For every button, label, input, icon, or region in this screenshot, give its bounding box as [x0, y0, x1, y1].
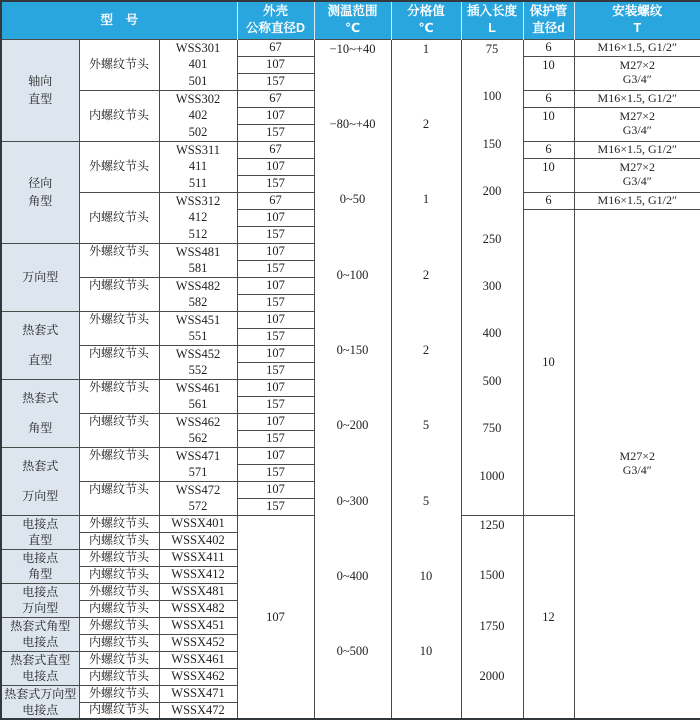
thread-cell [574, 158, 700, 192]
header-insert-length: 插入长度 L [461, 1, 523, 39]
shell-diameter-cell: 67 [237, 39, 314, 56]
type-cell [1, 685, 79, 719]
tube-diameter-cell [523, 56, 574, 90]
shell-diameter-cell: 107 [237, 379, 314, 396]
division-cell-value: 2 [422, 267, 430, 282]
joint-cell: 内螺纹节头 [79, 192, 159, 243]
insert-length-cell-value: 300 [482, 279, 502, 294]
type-cell-text: 热套式直型 电接点 [10, 653, 71, 683]
thread-cell-text: M27×2 G3/4″ [619, 448, 655, 477]
temp-range-cell-value: −10~+40 [329, 41, 376, 56]
model-cell: WSS451 [159, 311, 237, 328]
division-cell-value: 10 [419, 644, 433, 659]
thread-cell: M16×1.5, G1/2″ [574, 192, 700, 209]
joint-cell-text: 内螺纹节头 [88, 413, 149, 428]
model-cell: 512 [159, 226, 237, 243]
joint-cell [79, 277, 159, 311]
shell-diameter-cell: 107 [237, 56, 314, 73]
joint-cell [79, 447, 159, 481]
thread-cell-text: M27×2 G3/4″ [619, 160, 655, 188]
thread-cell [574, 209, 700, 719]
header-tube-diameter: 保护管 直径d [523, 1, 574, 39]
temp-range-cell-value: 0~150 [336, 343, 369, 358]
type-cell [1, 447, 79, 515]
model-cell: WSSX482 [159, 600, 237, 617]
joint-cell-text: 外螺纹节头 [88, 379, 149, 394]
insert-length-cell-value: 500 [482, 373, 502, 388]
insert-length-cell-value: 250 [482, 231, 502, 246]
thread-cell: M16×1.5, G1/2″ [574, 39, 700, 56]
shell-diameter-cell: 157 [237, 396, 314, 413]
type-cell [1, 39, 79, 141]
joint-cell [79, 311, 159, 345]
joint-cell-text: 外螺纹节头 [88, 243, 149, 258]
shell-diameter-cell: 157 [237, 226, 314, 243]
insert-length-cell-value: 200 [482, 184, 502, 199]
shell-diameter-cell: 107 [237, 243, 314, 260]
joint-cell [79, 413, 159, 447]
table-row [1, 39, 700, 56]
shell-diameter-cell: 107 [237, 277, 314, 294]
division-cell-value: 2 [422, 117, 430, 132]
tube-diameter-cell: 10 [523, 209, 574, 515]
tube-diameter-cell-text: 10 [542, 57, 555, 72]
thread-cell-text: M27×2 G3/4″ [619, 58, 655, 86]
joint-cell-text: 内螺纹节头 [88, 481, 149, 496]
division-cell-value: 1 [422, 41, 430, 56]
shell-diameter-cell: 157 [237, 73, 314, 90]
insert-length-cell-value: 400 [482, 326, 502, 341]
shell-diameter-cell: 107 [237, 345, 314, 362]
model-cell: WSS302 [159, 90, 237, 107]
type-cell-text: 电接点 万向型 [22, 585, 59, 615]
shell-diameter-cell: 107 [237, 158, 314, 175]
division-cell-value: 5 [422, 493, 430, 508]
joint-cell: 外螺纹节头 [79, 651, 159, 668]
joint-cell: 内螺纹节头 [79, 634, 159, 651]
tube-diameter-cell [523, 107, 574, 141]
type-cell [1, 311, 79, 379]
thread-cell [574, 107, 700, 141]
model-cell: 571 [159, 464, 237, 481]
joint-cell-text: 外螺纹节头 [88, 447, 149, 462]
temp-range-cell-stack [315, 40, 391, 718]
model-cell: WSSX481 [159, 583, 237, 600]
insert-length-cell-value: 2000 [479, 669, 505, 684]
model-cell: WSSX451 [159, 617, 237, 634]
shell-diameter-cell: 107 [237, 515, 314, 719]
model-cell: WSSX471 [159, 685, 237, 702]
model-cell: WSSX452 [159, 634, 237, 651]
shell-diameter-cell: 67 [237, 141, 314, 158]
model-cell: 562 [159, 430, 237, 447]
joint-cell [79, 379, 159, 413]
model-cell: WSS481 [159, 243, 237, 260]
thread-cell: M16×1.5, G1/2″ [574, 141, 700, 158]
insert-length-cell-value: 1500 [479, 568, 505, 583]
shell-diameter-cell: 157 [237, 430, 314, 447]
header-shell-diameter: 外壳 公称直径D [237, 1, 314, 39]
model-cell: 402 [159, 107, 237, 124]
header-thread: 安装螺纹 T [574, 1, 700, 39]
shell-diameter-cell: 107 [237, 311, 314, 328]
model-cell: 552 [159, 362, 237, 379]
model-cell: WSS311 [159, 141, 237, 158]
joint-cell [79, 243, 159, 277]
joint-cell: 内螺纹节头 [79, 566, 159, 583]
joint-cell: 外螺纹节头 [79, 549, 159, 566]
type-cell-text: 热套式万向型 电接点 [4, 686, 77, 717]
model-cell: WSS462 [159, 413, 237, 430]
joint-cell: 内螺纹节头 [79, 532, 159, 549]
joint-cell: 内螺纹节头 [79, 600, 159, 617]
shell-diameter-cell: 157 [237, 294, 314, 311]
model-cell: 412 [159, 209, 237, 226]
division-cell-value: 1 [422, 192, 430, 207]
model-cell: WSS472 [159, 481, 237, 498]
type-cell: 万向型 [1, 243, 79, 311]
joint-cell: 外螺纹节头 [79, 141, 159, 192]
insert-length-cell [461, 39, 523, 515]
joint-cell: 外螺纹节头 [79, 515, 159, 532]
model-cell: WSS452 [159, 345, 237, 362]
insert-length-cell-stack [462, 516, 523, 718]
temp-range-cell-value: 0~500 [336, 644, 369, 659]
model-cell: WSS461 [159, 379, 237, 396]
model-cell: WSS312 [159, 192, 237, 209]
type-cell [1, 141, 79, 243]
joint-cell: 外螺纹节头 [79, 685, 159, 702]
thread-cell: M16×1.5, G1/2″ [574, 90, 700, 107]
joint-cell: 内螺纹节头 [79, 702, 159, 719]
shell-diameter-cell: 107 [237, 209, 314, 226]
type-cell-text: 电接点 角型 [22, 551, 59, 581]
type-cell [1, 617, 79, 651]
joint-cell: 内螺纹节头 [79, 90, 159, 141]
model-cell: 551 [159, 328, 237, 345]
division-cell-value: 2 [422, 343, 430, 358]
temp-range-cell-value: 0~300 [336, 493, 369, 508]
model-cell: 572 [159, 498, 237, 515]
type-cell-text: 热套式角型 电接点 [10, 619, 71, 649]
model-cell: 561 [159, 396, 237, 413]
type-cell-text: 轴向 直型 [28, 74, 53, 106]
shell-diameter-cell: 107 [237, 447, 314, 464]
header-row [1, 1, 700, 39]
shell-diameter-cell: 157 [237, 175, 314, 192]
model-cell: WSSX412 [159, 566, 237, 583]
temp-range-cell-value: 0~200 [336, 418, 369, 433]
header-temp-range: 测温范围 ℃ [314, 1, 391, 39]
thread-cell-text: M27×2 G3/4″ [619, 109, 655, 137]
tube-diameter-cell: 12 [523, 515, 574, 719]
tube-diameter-cell-text: 10 [542, 108, 555, 123]
type-cell [1, 651, 79, 685]
shell-diameter-cell: 67 [237, 192, 314, 209]
joint-cell: 外螺纹节头 [79, 39, 159, 90]
model-cell: 411 [159, 158, 237, 175]
model-cell: WSSX461 [159, 651, 237, 668]
tube-diameter-cell: 6 [523, 90, 574, 107]
model-cell: 501 [159, 73, 237, 90]
model-cell: 582 [159, 294, 237, 311]
model-cell: 581 [159, 260, 237, 277]
type-cell [1, 583, 79, 617]
joint-cell-text: 内螺纹节头 [88, 277, 149, 292]
temp-range-cell-value: −80~+40 [329, 117, 376, 132]
model-cell: 511 [159, 175, 237, 192]
insert-length-cell-value: 100 [482, 89, 502, 104]
shell-diameter-cell: 157 [237, 464, 314, 481]
insert-length-cell-value: 1000 [479, 468, 505, 483]
joint-cell [79, 481, 159, 515]
header-model: 型 号 [1, 1, 237, 39]
temp-range-cell-value: 0~400 [336, 569, 369, 584]
shell-diameter-cell: 157 [237, 124, 314, 141]
shell-diameter-cell: 67 [237, 90, 314, 107]
temp-range-cell-value: 0~100 [336, 267, 369, 282]
division-cell-stack [392, 40, 461, 718]
shell-diameter-cell: 157 [237, 328, 314, 345]
model-cell: WSSX472 [159, 702, 237, 719]
model-cell: WSSX462 [159, 668, 237, 685]
tube-diameter-cell [523, 158, 574, 192]
temp-range-cell [314, 39, 391, 719]
shell-diameter-cell: 157 [237, 260, 314, 277]
type-cell [1, 515, 79, 549]
insert-length-cell-value: 150 [482, 136, 502, 151]
model-cell: WSS301 [159, 39, 237, 56]
joint-cell: 外螺纹节头 [79, 583, 159, 600]
model-cell: WSS482 [159, 277, 237, 294]
joint-cell-text: 外螺纹节头 [88, 311, 149, 326]
joint-cell: 外螺纹节头 [79, 617, 159, 634]
shell-diameter-cell: 107 [237, 413, 314, 430]
insert-length-cell-value: 750 [482, 421, 502, 436]
temp-range-cell-value: 0~50 [339, 192, 366, 207]
header-division: 分格值 ℃ [391, 1, 461, 39]
model-cell: WSS471 [159, 447, 237, 464]
type-cell-text: 电接点 直型 [22, 517, 59, 547]
division-cell [391, 39, 461, 719]
tube-diameter-cell: 6 [523, 141, 574, 158]
type-cell-text: 热套式 直型 [22, 323, 59, 367]
type-cell-text: 径向 角型 [28, 176, 53, 208]
joint-cell-text: 内螺纹节头 [88, 345, 149, 360]
insert-length-cell-value: 75 [485, 42, 499, 56]
type-cell [1, 379, 79, 447]
thread-cell [574, 56, 700, 90]
shell-diameter-cell: 107 [237, 481, 314, 498]
division-cell-value: 10 [419, 569, 433, 584]
model-cell: 401 [159, 56, 237, 73]
shell-diameter-cell: 107 [237, 107, 314, 124]
table-body [1, 39, 700, 719]
division-cell-value: 5 [422, 418, 430, 433]
shell-diameter-cell: 157 [237, 498, 314, 515]
model-cell: WSSX411 [159, 549, 237, 566]
type-cell [1, 549, 79, 583]
tube-diameter-cell: 6 [523, 192, 574, 209]
tube-diameter-cell: 6 [523, 39, 574, 56]
joint-cell [79, 345, 159, 379]
joint-cell: 内螺纹节头 [79, 668, 159, 685]
table-header [1, 1, 700, 39]
type-cell-text: 热套式 万向型 [22, 459, 59, 503]
tube-diameter-cell-text: 10 [542, 159, 555, 174]
model-cell: WSSX402 [159, 532, 237, 549]
insert-length-cell-stack [462, 40, 523, 514]
model-cell: WSSX401 [159, 515, 237, 532]
insert-length-cell [461, 515, 523, 719]
insert-length-cell-value: 1250 [479, 517, 505, 532]
type-cell-text: 热套式 角型 [22, 391, 59, 435]
shell-diameter-cell: 157 [237, 362, 314, 379]
insert-length-cell-value: 1750 [479, 618, 505, 633]
model-cell: 502 [159, 124, 237, 141]
